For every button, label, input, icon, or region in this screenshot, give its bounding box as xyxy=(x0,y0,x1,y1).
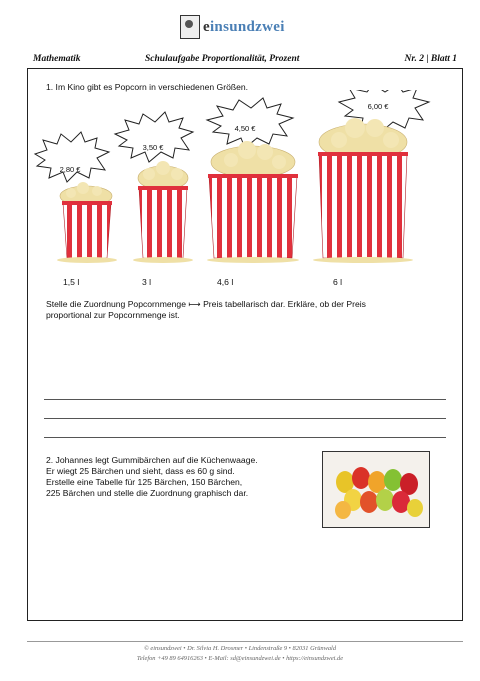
answer-line xyxy=(44,399,446,400)
task2-line4: 225 Bärchen und stelle die Zuordnung graphisch dar. xyxy=(46,488,249,498)
task2-line1: 2. Johannes legt Gummibärchen auf die Küchenwaage. xyxy=(46,455,258,465)
popcorn-bucket-3 xyxy=(207,141,299,263)
price-label-4: 6,00 € xyxy=(367,102,389,111)
popcorn-bucket-1 xyxy=(57,182,117,263)
price-starburst-1 xyxy=(35,132,109,182)
volume-label-2: 3 l xyxy=(142,277,152,287)
answer-line xyxy=(44,418,446,419)
price-starburst-3 xyxy=(207,98,293,148)
task2-line2: Er wiegt 25 Bärchen und sieht, dass es 60 g sind. xyxy=(46,466,235,476)
worksheet-header xyxy=(27,54,463,67)
header-subject: Mathematik xyxy=(33,54,81,64)
task1-intro: 1. Im Kino gibt es Popcorn in verschiedenen Größen. xyxy=(46,82,249,92)
logo-text: einsundzwei xyxy=(203,18,285,35)
logo-icon xyxy=(180,15,200,39)
price-label-2: 3,50 € xyxy=(142,143,164,152)
footer-line1: © einsundzwei • Dr. Silvia H. Drosmer • Lindenstraße 9 • 82031 Grünwald xyxy=(143,645,337,652)
answer-line xyxy=(44,437,446,438)
price-starburst-2 xyxy=(115,112,193,162)
header-sheet-number: Nr. 2 | Blatt 1 xyxy=(404,54,457,64)
gummy-bears-image xyxy=(323,452,430,528)
popcorn-bucket-2 xyxy=(133,161,193,263)
popcorn-bucket-4 xyxy=(313,118,413,263)
header-title: Schulaufgabe Proportionalität, Prozent xyxy=(145,54,300,64)
task1-question-line1: Stelle die Zuordnung Popcornmenge ⟼ Preis tabellarisch dar. Erkläre, ob der Preis xyxy=(46,299,366,309)
volume-label-3: 4,6 l xyxy=(217,277,234,287)
einsundzwei-logo xyxy=(180,14,300,40)
footer-line2: Telefon +49 89 64916263 • E-Mail: sd@einsundzwei.de • https://einsundzwei.de xyxy=(136,655,344,662)
price-label-3: 4,50 € xyxy=(234,124,256,133)
task1-question-line2: proportional zur Popcornmenge ist. xyxy=(46,310,180,320)
volume-label-4: 6 l xyxy=(333,277,343,287)
task2-line3: Erstelle eine Tabelle für 125 Bärchen, 150 Bärchen, xyxy=(46,477,243,487)
popcorn-illustration xyxy=(27,90,463,272)
gummy-bears-photo xyxy=(322,451,430,528)
footer-divider xyxy=(27,641,463,642)
volume-label-1: 1,5 l xyxy=(63,277,80,287)
price-label-1: 2,80 € xyxy=(59,165,81,174)
